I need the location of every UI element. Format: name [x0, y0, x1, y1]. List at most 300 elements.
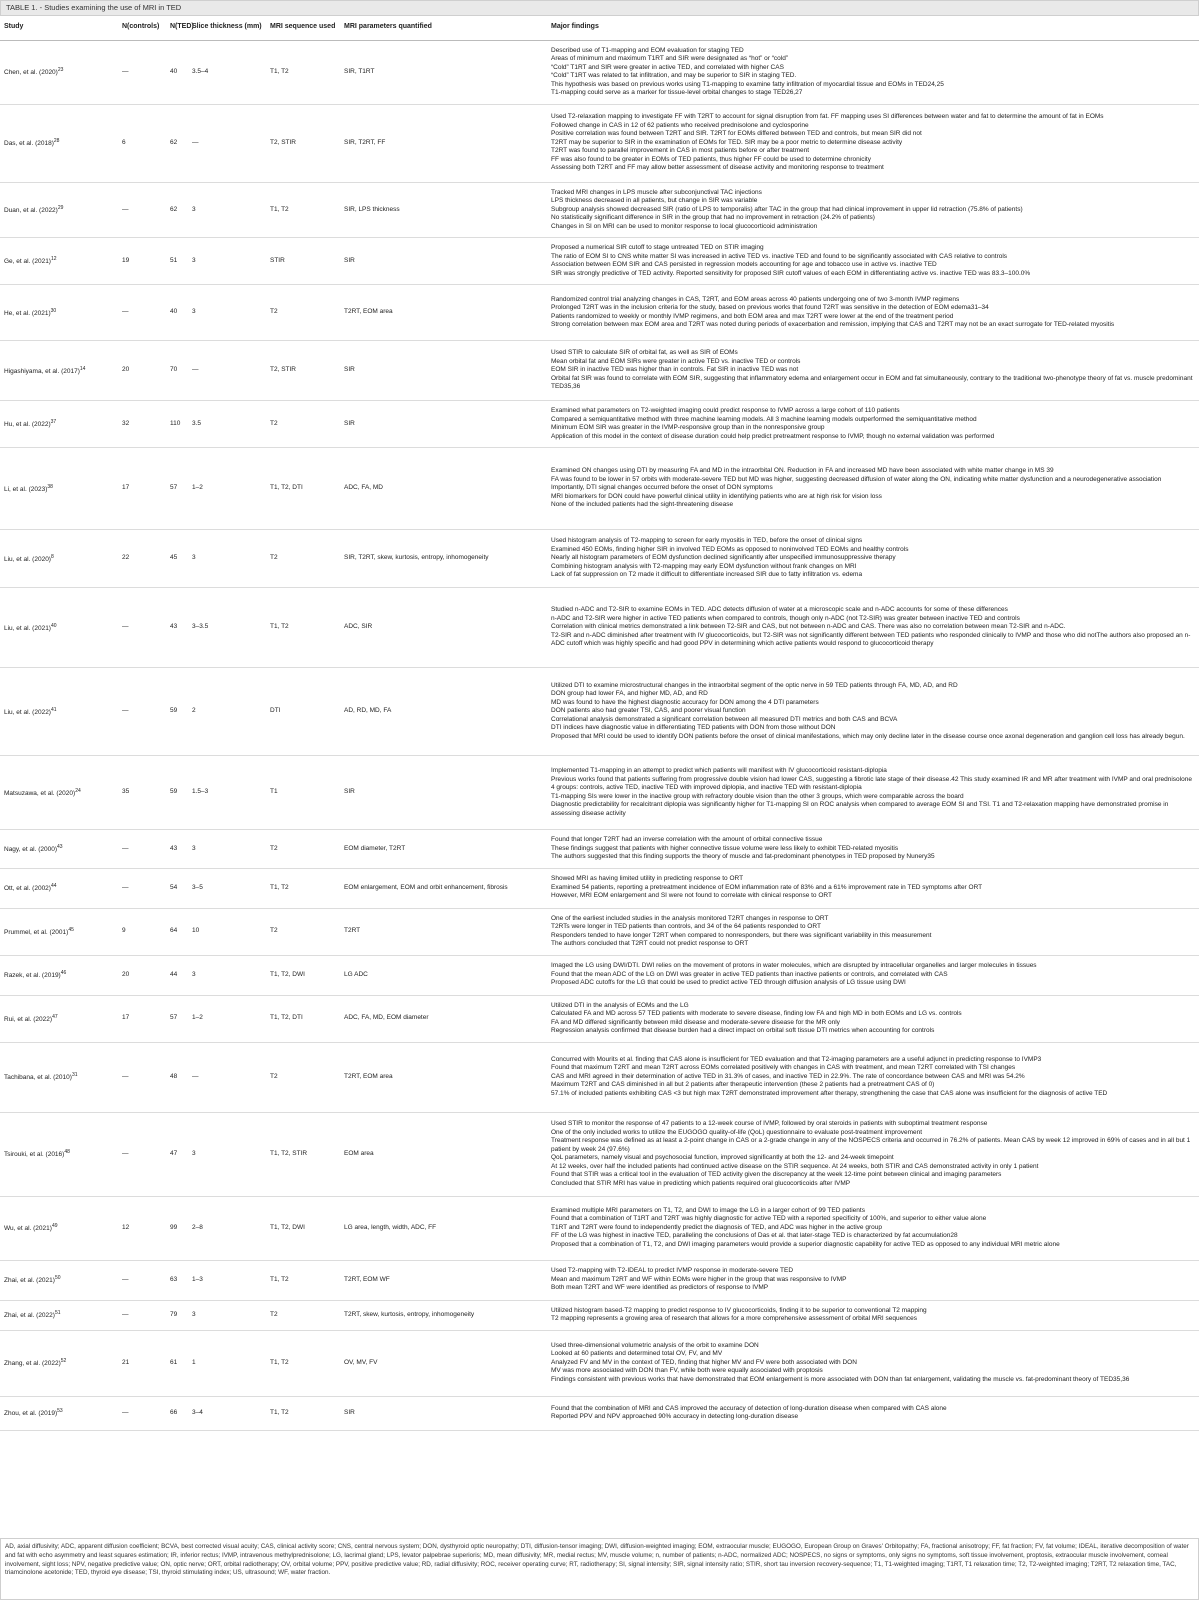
finding-line: Both mean T2RT and WF were identified as predictors of response to IVMP	[551, 1284, 769, 1292]
study-name: Razek, et al. (2019)	[4, 972, 61, 980]
cell-ted: 43	[166, 830, 188, 869]
finding-line: Strong correlation between max EOM area and T2RT was noted during periods of exacerbation and remission, implying that CAS and T2RT may not be an exact surrogate for TED-related myositis	[551, 321, 1115, 328]
finding-line: These findings suggest that patients with higher connective tissue volume were less likely to exhibit TED-related myositis	[551, 844, 899, 852]
finding-line: Proposed ADC cutoffs for the LG that could be used to predict active TED through diffusion analysis of LG tissue using DWI	[551, 979, 906, 987]
finding-line: MV was more associated with DON than FV, while both were equally associated with proptosis	[551, 1367, 823, 1375]
cell-sequence: DTI	[266, 668, 340, 756]
cell-findings	[547, 182, 1199, 238]
cell-controls: —	[118, 668, 166, 756]
finding-line: T2 mapping represents a growing area of research that allows for a more comprehensive assessment of orbital MRI sequences	[551, 1315, 917, 1322]
cell-controls: 12	[118, 1196, 166, 1260]
cell-params: SIR	[340, 341, 547, 401]
cell-sequence: T2, STIR	[266, 104, 340, 182]
cell-findings	[547, 830, 1199, 869]
studies-table	[0, 18, 1199, 1431]
study-reference: 14	[79, 365, 86, 372]
finding-line: Subgroup analysis showed decreased SIR (ratio of LPS to temporalis) after TAC in the group that had clinical improvement in upper lid retraction (75.8% of patients)	[551, 205, 1023, 213]
finding-line: Patients randomized to weekly or monthly IVMP regimens, and both EOM area and max T2RT were lower at the end of the treatment period	[551, 312, 954, 320]
cell-findings	[547, 1196, 1199, 1260]
cell-study	[0, 908, 118, 955]
study-reference: 31	[71, 1072, 78, 1079]
cell-ted: 54	[166, 868, 188, 908]
table-row	[0, 830, 1199, 869]
cell-ted: 47	[166, 1112, 188, 1196]
finding-line: Imaged the LG using DWI/DTI. DWI relies on the movement of protons in water molecules, which are disrupted by intracellular organelles and larger molecules in tissues	[551, 962, 1037, 970]
cell-slice: 3	[188, 285, 266, 341]
finding-line: FF was also found to be greater in EOMs of TED patients, thus higher FF could be used to determine chronicity	[551, 155, 871, 163]
finding-line: T2RTs were longer in TED patients than controls, and 34 of the 64 patients responded to ORT	[551, 923, 821, 930]
cell-ted: 43	[166, 588, 188, 668]
finding-line: Utilized DTI to examine microstructural changes in the intraorbital segment of the optic nerve in 59 TED patients through FA, MD, AD, and RD	[551, 681, 958, 689]
study-name: Ott, et al. (2002)	[4, 885, 51, 893]
cell-controls: —	[118, 868, 166, 908]
cell-ted: 62	[166, 182, 188, 238]
cell-study	[0, 588, 118, 668]
finding-line: FA and MD differed significantly between mild disease and moderate-severe disease for the MR only	[551, 1018, 840, 1026]
cell-controls: —	[118, 1112, 166, 1196]
header-sequence: MRI sequence used	[266, 18, 340, 40]
table-row	[0, 1260, 1199, 1300]
cell-findings	[547, 104, 1199, 182]
cell-sequence: T2	[266, 530, 340, 588]
cell-ted: 44	[166, 955, 188, 995]
table-row	[0, 1112, 1199, 1196]
cell-slice: 1–2	[188, 995, 266, 1042]
cell-ted: 40	[166, 285, 188, 341]
finding-line: The authors suggested that this finding supports the theory of muscle and fat-predominant phenotypes in TED proposed by Nunery35	[551, 853, 935, 860]
cell-slice: 2–8	[188, 1196, 266, 1260]
cell-findings	[547, 955, 1199, 995]
table-caption: TABLE 1. - Studies examining the use of MRI in TED	[0, 0, 1199, 16]
cell-params: T2RT, EOM WF	[340, 1260, 547, 1300]
finding-line: Correlation with clinical metrics demonstrated a link between T2-SIR and CAS, but not between n-ADC and CAS. There was also no correlation between mean T2-SIR and n-ADC.	[551, 623, 1066, 631]
study-reference: 51	[54, 1310, 61, 1317]
finding-line: DON patients also had greater TSI, CAS, and poorer visual function	[551, 707, 746, 715]
cell-ted: 63	[166, 1260, 188, 1300]
study-reference: 8	[50, 553, 54, 560]
cell-slice: 3	[188, 530, 266, 588]
cell-study	[0, 1112, 118, 1196]
study-reference: 53	[57, 1408, 63, 1415]
finding-line: Examined multiple MRI parameters on T1, T2, and DWI to image the LG in a larger cohort of 99 TED patients	[551, 1206, 865, 1214]
table-row	[0, 448, 1199, 530]
cell-params: EOM enlargement, EOM and orbit enhancement, fibrosis	[340, 868, 547, 908]
finding-line: One of the earliest included studies in the analysis monitored T2RT changes in response to ORT	[551, 914, 829, 922]
finding-line: Nearly all histogram parameters of EOM dysfunction declined significantly after unspecified immunosuppressive therapy	[551, 554, 896, 562]
cell-sequence: STIR	[266, 238, 340, 285]
cell-sequence: T2	[266, 285, 340, 341]
finding-line: Compared a semiquantitative method with three machine learning models. All 3 machine learning models outperformed the semiquantitative method	[551, 415, 977, 423]
table-row	[0, 401, 1199, 448]
table-body	[0, 40, 1199, 1430]
finding-line: Found that the mean ADC of the LG on DWI was greater in active TED patients than inactive patients or controls, and correlated with CAS	[551, 970, 948, 978]
cell-slice: 3–5	[188, 868, 266, 908]
header-params: MRI parameters quantified	[340, 18, 547, 40]
cell-study	[0, 1196, 118, 1260]
finding-line: LPS thickness decreased in all patients, but change in SIR was variable	[551, 197, 758, 204]
finding-line: However, MRI EOM enlargement and SI were not found to correlate with clinical response to ORT	[551, 892, 832, 900]
study-reference: 49	[51, 1223, 58, 1230]
table-row	[0, 1330, 1199, 1396]
cell-ted: 110	[166, 401, 188, 448]
study-name: Hu, et al. (2022)	[4, 421, 51, 429]
cell-slice: 3.5–4	[188, 40, 266, 104]
cell-controls: 17	[118, 995, 166, 1042]
table-row	[0, 868, 1199, 908]
cell-findings	[547, 756, 1199, 830]
cell-controls: —	[118, 285, 166, 341]
finding-line: Described use of T1-mapping and EOM evaluation for staging TED	[551, 46, 744, 54]
study-name: Higashiyama, et al. (2017)	[4, 367, 80, 375]
cell-study	[0, 1330, 118, 1396]
finding-line: Association between EOM SIR and CAS persisted in regression models accounting for age and tobacco use in active vs. inactive TED	[551, 261, 937, 268]
cell-study	[0, 1396, 118, 1430]
finding-line: Used three-dimensional volumetric analysis of the orbit to examine DON	[551, 1341, 759, 1349]
cell-controls: 9	[118, 908, 166, 955]
finding-line: Findings consistent with previous works that have demonstrated that EOM enlargement is more associated with DON than fat enlargement, validating the muscle vs. fat-predominant theory of TED35,36	[551, 1375, 1130, 1383]
cell-slice: —	[188, 1042, 266, 1112]
finding-line: No statistically significant difference in SIR in the group that had no improvement in retraction (24.2% of patients)	[551, 214, 875, 221]
study-reference: 12	[50, 256, 57, 263]
study-name: Duan, et al. (2022)	[4, 207, 58, 215]
cell-sequence: T1, T2	[266, 1396, 340, 1430]
study-name: Nagy, et al. (2000)	[4, 846, 57, 854]
cell-findings	[547, 238, 1199, 285]
finding-line: “Cold” T1RT and SIR were greater in active TED, and correlated with higher CAS	[551, 63, 784, 71]
finding-line: T2RT may be superior to SIR in the examination of EOMs for TED. SIR may be a poor metric to determine disease activity	[551, 138, 903, 146]
finding-line: Mean orbital fat and EOM SIRs were greater in active TED vs. inactive TED or controls	[551, 357, 801, 365]
finding-line: Calculated FA and MD across 57 TED patients with moderate to severe disease, finding low FA and high MD in both EOMs and LG vs. controls	[551, 1010, 962, 1017]
finding-line: EOM SIR in inactive TED was higher than in controls. Fat SIR in inactive TED was not	[551, 366, 799, 374]
study-reference: 40	[50, 622, 57, 629]
cell-findings	[547, 1300, 1199, 1330]
study-name: Liu, et al. (2020)	[4, 555, 51, 563]
cell-study	[0, 756, 118, 830]
cell-study	[0, 530, 118, 588]
cell-sequence: T2	[266, 908, 340, 955]
table-row	[0, 40, 1199, 104]
cell-slice: 3.5	[188, 401, 266, 448]
cell-study	[0, 830, 118, 869]
finding-line: Assessing both T2RT and FF may allow better assessment of disease activity and monitoring response to treatment	[551, 164, 884, 172]
table-row	[0, 995, 1199, 1042]
cell-ted: 64	[166, 908, 188, 955]
study-reference: 45	[68, 926, 74, 933]
study-reference: 47	[52, 1013, 58, 1020]
cell-study	[0, 868, 118, 908]
table-row	[0, 1300, 1199, 1330]
cell-findings	[547, 1396, 1199, 1430]
cell-controls: —	[118, 830, 166, 869]
finding-line: Prolonged T2RT was in the inclusion criteria for the study, based on previous works that found T2RT was sensitive in the detection of EOM edema31–34	[551, 304, 989, 311]
cell-sequence: T1, T2, STIR	[266, 1112, 340, 1196]
cell-params: LG area, length, width, ADC, FF	[340, 1196, 547, 1260]
cell-params: OV, MV, FV	[340, 1330, 547, 1396]
cell-findings	[547, 1112, 1199, 1196]
table-row	[0, 104, 1199, 182]
finding-line: Application of this model in the context of disease duration could help predict pretreatment response to IVMP, though no external validation was performed	[551, 432, 995, 440]
cell-findings	[547, 40, 1199, 104]
study-reference: 29	[57, 204, 64, 211]
finding-line: MD was found to have the highest diagnostic accuracy for DON among the 4 DTI parameters	[551, 698, 819, 706]
finding-line: Used STIR to monitor the response of 47 patients to a 12-week course of IVMP, followed by oral steroids in patients with suboptimal treatment response	[551, 1120, 988, 1127]
cell-findings	[547, 285, 1199, 341]
study-reference: 28	[53, 138, 60, 145]
finding-line: Used T2-mapping with T2-IDEAL to predict IVMP response in moderate-severe TED	[551, 1267, 794, 1275]
cell-controls: 21	[118, 1330, 166, 1396]
finding-line: Diagnostic predictability for recalcitrant diplopia was significantly higher for T1-mapping SI on ROC analysis when compared to average EOM SI and TSI. T1 and T2-relaxation mapping have demonstrated promise in assessing disease activity	[551, 801, 1169, 817]
finding-line: Minimum EOM SIR was greater in the IVMP-responsive group than in the nonresponsive group	[551, 424, 825, 431]
finding-line: Utilized DTI in the analysis of EOMs and the LG	[551, 1001, 689, 1009]
finding-line: Reported PPV and NPV approached 90% accuracy in detecting long-duration disease	[551, 1413, 799, 1420]
finding-line: Found that maximum T2RT and mean T2RT across EOMs correlated positively with changes in CAS with treatment, and mean T2RT correlated with TSI changes	[551, 1064, 1016, 1072]
finding-line: 57.1% of included patients exhibiting CAS <3 but high max T2RT demonstrated improvement after therapy, strengthening the case that CAS alone was insufficient for the diagnosis of active TED	[551, 1089, 1108, 1097]
finding-line: Examined ON changes using DTI by measuring FA and MD in the intraorbital ON. Reduction in FA and increased MD have been associated with white matter change in MS 39	[551, 467, 1054, 475]
finding-line: Examined 54 patients, reporting a pretreatment incidence of EOM inflammation rate of 83% and a 61% improvement rate in TED symptoms after ORT	[551, 883, 983, 891]
cell-sequence: T2	[266, 830, 340, 869]
cell-sequence: T2	[266, 1042, 340, 1112]
finding-line: Regression analysis confirmed that disease burden had a direct impact on orbital soft tissue DTI metrics when accounting for controls	[551, 1027, 935, 1034]
finding-line: Proposed that a combination of T1, T2, and DWI imaging parameters would provide a superior diagnostic capability for active TED as opposed to any individual MRI metric alone	[551, 1240, 1060, 1248]
cell-slice: 3–3.5	[188, 588, 266, 668]
finding-line: Correlational analysis demonstrated a significant correlation between all measured DTI metrics and both CAS and BCVA	[551, 715, 898, 723]
cell-sequence: T1, T2, DWI	[266, 1196, 340, 1260]
finding-line: “Cold” T1RT was related to fat infiltration, and may be superior to SIR in staging TED.	[551, 72, 797, 79]
study-name: Liu, et al. (2022)	[4, 708, 51, 716]
cell-slice: 3	[188, 1112, 266, 1196]
finding-line: Proposed that MRI could be used to identify DON patients before the onset of clinical manifestations, which may only decline later in the disease course once axonal degeneration and ganglion cell loss has already begun.	[551, 732, 1185, 740]
finding-line: The authors concluded that T2RT could not predict response to ORT	[551, 940, 749, 947]
study-name: Rui, et al. (2022)	[4, 1015, 53, 1023]
cell-sequence: T1, T2	[266, 182, 340, 238]
study-name: Chen, et al. (2020)	[4, 69, 58, 77]
cell-sequence: T1, T2	[266, 40, 340, 104]
cell-ted: 57	[166, 448, 188, 530]
finding-line: This hypothesis was based on previous works using T1-mapping to examine fatty infiltration of myocardial tissue and EOMs in TED24,25	[551, 80, 944, 88]
finding-line: The ratio of EOM SI to CNS white matter SI was increased in active TED vs. inactive TED and found to be significantly associated with CAS relative to controls	[551, 252, 1008, 260]
cell-findings	[547, 401, 1199, 448]
cell-sequence: T2	[266, 1300, 340, 1330]
finding-line: n-ADC and T2-SIR were higher in active TED patients when compared to controls, though only n-ADC (not T2-SIR) was greater between inactive TED and controls	[551, 614, 1020, 622]
cell-study	[0, 995, 118, 1042]
cell-study	[0, 182, 118, 238]
cell-study	[0, 1260, 118, 1300]
finding-line: Utilized histogram based-T2 mapping to predict response to IV glucocorticoids, finding it to be superior to conventional T2 mapping	[551, 1306, 927, 1314]
cell-findings	[547, 1042, 1199, 1112]
table-row	[0, 955, 1199, 995]
table-row	[0, 530, 1199, 588]
finding-line: CAS and MRI agreed in their determination of active TED in 31.3% of cases, and inactive TED in 22.9%. The rate of concordance between CAS and MRI was 54.2%	[551, 1072, 1025, 1080]
study-reference: 44	[50, 883, 57, 890]
cell-findings	[547, 1330, 1199, 1396]
study-reference: 43	[57, 843, 63, 850]
cell-findings	[547, 448, 1199, 530]
table-row	[0, 756, 1199, 830]
finding-line: Found that the combination of MRI and CAS improved the accuracy of detection of long-duration disease when compared with CAS alone	[551, 1404, 947, 1412]
cell-ted: 61	[166, 1330, 188, 1396]
cell-controls: 32	[118, 401, 166, 448]
finding-line: QoL parameters, namely visual and psychosocial function, improved significantly at both the 12- and 24-week timepoint	[551, 1154, 894, 1161]
finding-line: Showed MRI as having limited utility in predicting response to ORT	[551, 875, 744, 883]
finding-line: None of the included patients had the sight-threatening disease	[551, 501, 734, 509]
study-name: Liu, et al. (2021)	[4, 624, 51, 632]
finding-line: FA was found to be lower in 57 orbits with moderate-severe TED but MD was higher, suggesting decreased diffusion of water along the ON, indicating white matter dysfunction and a neurodegenerative association	[551, 475, 1162, 483]
finding-line: Used histogram analysis of T2-mapping to screen for early myositis in TED, before the onset of clinical signs	[551, 537, 863, 545]
finding-line: Analyzed FV and MV in the context of TED, finding that higher MV and FV were both associated with DON	[551, 1358, 857, 1366]
finding-line: Maximum T2RT and CAS diminished in all but 2 patients after therapeutic intervention (these 2 patients had a pretreatment CAS of 0)	[551, 1081, 935, 1089]
cell-study	[0, 104, 118, 182]
finding-line: 4 groups: controls, active TED, inactive TED with improved diplopia, and inactive TED with resistant-diplopia	[551, 784, 862, 791]
cell-slice: 1–3	[188, 1260, 266, 1300]
cell-params: T2RT, skew, kurtosis, entropy, inhomogeneity	[340, 1300, 547, 1330]
cell-params: ADC, SIR	[340, 588, 547, 668]
cell-slice: 3	[188, 1300, 266, 1330]
finding-line: Looked at 60 patients and determined total OV, FV, and MV	[551, 1350, 723, 1358]
finding-line: Changes in SI on MRI can be used to monitor response to local glucocorticoid administration	[551, 222, 818, 230]
cell-controls: 35	[118, 756, 166, 830]
cell-study	[0, 285, 118, 341]
cell-study	[0, 1042, 118, 1112]
finding-line: T1-mapping could serve as a marker for tissue-level orbital changes to stage TED26,27	[551, 89, 803, 96]
cell-slice: 3	[188, 830, 266, 869]
table-row	[0, 182, 1199, 238]
finding-line: Concurred with Mourits et al. finding that CAS alone is insufficient for TED evaluation and that T2-imaging parameters are a useful adjunct in predicting response to IVMP3	[551, 1055, 1042, 1063]
finding-line: Examined what parameters on T2-weighted imaging could predict response to IVMP across a large cohort of 110 patients	[551, 407, 900, 414]
cell-findings	[547, 868, 1199, 908]
cell-controls: —	[118, 588, 166, 668]
cell-controls: 17	[118, 448, 166, 530]
finding-line: Randomized control trial analyzing changes in CAS, T2RT, and EOM areas across 40 patients undergoing one of two 3-month IVMP regimens	[551, 295, 960, 303]
table-row	[0, 238, 1199, 285]
cell-controls: —	[118, 1300, 166, 1330]
cell-params: ADC, FA, MD, EOM diameter	[340, 995, 547, 1042]
table-row	[0, 1042, 1199, 1112]
cell-params: EOM diameter, T2RT	[340, 830, 547, 869]
cell-ted: 62	[166, 104, 188, 182]
finding-line: Previous works found that patients suffering from progressive double vision had lower CAS, suggesting a fibrotic late stage of their disease.42 This study examined IR and MR after treatment with IVMP and oral prednisolone	[551, 775, 1192, 783]
cell-params: T2RT	[340, 908, 547, 955]
cell-ted: 59	[166, 756, 188, 830]
cell-params: T2RT, EOM area	[340, 1042, 547, 1112]
cell-controls: 6	[118, 104, 166, 182]
cell-controls: —	[118, 40, 166, 104]
study-reference: 46	[60, 970, 67, 977]
cell-slice: 3–4	[188, 1396, 266, 1430]
finding-line: T2RT was found to parallel improvement in CAS in most patients before or after treatment	[551, 147, 810, 155]
cell-findings	[547, 668, 1199, 756]
study-name: Tsirouki, et al. (2016)	[4, 1151, 65, 1159]
cell-controls: 20	[118, 341, 166, 401]
finding-line: Followed change in CAS in 12 of 62 patients who received prednisolone and cyclosporine	[551, 121, 809, 129]
cell-study	[0, 955, 118, 995]
study-name: Zhai, et al. (2021)	[4, 1277, 55, 1285]
cell-controls: 19	[118, 238, 166, 285]
finding-line: Importantly, DTI signal changes occurred before the onset of DON symptoms	[551, 484, 773, 492]
finding-line: Studied n-ADC and T2-SIR to examine EOMs in TED. ADC detects diffusion of water at a microscopic scale and n-ADC accounts for some of these differences	[551, 606, 1008, 614]
finding-line: T2-SIR and n-ADC diminished after treatment with IV glucocorticoids, but T2-SIR was not significantly different between TED patients who responded clinically to IVMP and those who did notThe authors also proposed an n-ADC cutoff which was highly specific and had good PPV in determining which active patients would respond to glucocorticoid therapy	[551, 631, 1191, 648]
cell-slice: —	[188, 104, 266, 182]
table-row	[0, 341, 1199, 401]
abbreviations-footnote: AD, axial diffusivity; ADC, apparent diffusion coefficient; BCVA, best corrected visual acuity; CAS, clinical activity score; CNS, central nervous system; DON, dysthyroid optic neuropathy; DTI, diffusion-tensor imaging; DWI, diffusion-weighted imaging; EOM, extraocular muscle; EUGOGO, European Group on Graves' Orbitopathy; FA, fractional anisotropy; FF, fat fraction; FV, fat volume; IDEAL, iterative decomposition of water and fat with echo asymmetry and least squares estimation; IR, inferior rectus; IVMP, intravenous methylprednisolone; LG, lacrimal gland; LPS, levator palpebrae superioris; MD, mean diffusivity; MR, medial rectus; MV, muscle volume; n, number of patients; n-ADC, normalized ADC; NOSPECS, no signs or symptoms, only signs no symptoms, soft tissue involvement, proptosis, extraocular muscle involvement, corneal involvement, sight loss; NPV, negative predictive value; ON, optic nerve; ORT, orbital radiotherapy; OV, orbital volume; PPV, positive predictive value; RD, radial diffusivity; ROC, receiver operating curve; RT, radiotherapy; SI, signal intensity; SIR, signal intensity ratio; STIR, short tau inversion recovery-sequence; T1, T1-weighted imaging; T1RT, T1 relaxation time; T2, T2-weighted imaging; T2RT, T2 relaxation time, TAC, triamcinolone acetonide; TED, thyroid eye disease; TSI, thyroid stimulating index; US, ultrasound; WF, water fraction.	[0, 1538, 1199, 1600]
finding-line: T1RT and T2RT were found to independently predict the diagnosis of TED, and ADC was higher in the active group	[551, 1223, 882, 1231]
finding-line: Responders tended to have longer T2RT when compared to nonresponders, but there was significant variability in this measurement	[551, 931, 932, 939]
finding-line: Areas of minimum and maximum T1RT and SIR were designated as “hot” or “cold”	[551, 55, 788, 62]
cell-slice: 1–2	[188, 448, 266, 530]
header-study: Study	[0, 18, 118, 40]
cell-params: SIR	[340, 1396, 547, 1430]
cell-slice: 3	[188, 955, 266, 995]
table-row	[0, 588, 1199, 668]
finding-line: At 12 weeks, over half the included patients had continued active disease on the STIR sequence. At 24 weeks, both STIR and CAS demonstrated activity in only 1 patient	[551, 1162, 1039, 1170]
study-reference: 48	[64, 1149, 70, 1156]
cell-sequence: T1, T2	[266, 868, 340, 908]
study-name: Prummel, et al. (2001)	[4, 928, 69, 936]
finding-line: Found that STIR was a critical tool in the evaluation of TED activity given the discrepancy at the week 12-time point between clinical and imaging parameters	[551, 1171, 1002, 1178]
cell-params: SIR	[340, 756, 547, 830]
finding-line: Combining histogram analysis with T2-mapping may early EOM dysfunction without frank changes on MRI	[551, 562, 857, 570]
cell-study	[0, 1300, 118, 1330]
study-name: Matsuzawa, et al. (2020)	[4, 789, 76, 797]
cell-slice: 3	[188, 182, 266, 238]
study-name: Das, et al. (2018)	[4, 140, 54, 148]
study-name: Zhang, et al. (2022)	[4, 1360, 61, 1368]
cell-ted: 66	[166, 1396, 188, 1430]
cell-findings	[547, 908, 1199, 955]
table-row	[0, 1196, 1199, 1260]
header-row	[0, 18, 1199, 40]
finding-line: FF of the LG was highest in inactive TED, paralleling the conclusions of Das et al. that later-stage TED is characterized by fat accumulation28	[551, 1232, 958, 1240]
finding-line: SIR was strongly predictive of TED activity. Reported sensitivity for proposed SIR cutoff values of each EOM in differentiating active vs. inactive TED was 83.3–100.0%	[551, 269, 1031, 277]
cell-ted: 45	[166, 530, 188, 588]
cell-params: EOM area	[340, 1112, 547, 1196]
cell-ted: 59	[166, 668, 188, 756]
finding-line: T1-mapping SIs were lower in the inactive group with refractory double vision than the other 3 groups, which were comparable across the board	[551, 792, 964, 800]
cell-findings	[547, 1260, 1199, 1300]
study-name: Wu, et al. (2021)	[4, 1225, 52, 1233]
cell-study	[0, 40, 118, 104]
finding-line: Concluded that STIR MRI has value in predicting which patients required oral glucocorticoids after IVMP	[551, 1179, 851, 1187]
cell-slice: —	[188, 341, 266, 401]
header-slice: Slice thickness (mm)	[188, 18, 266, 40]
cell-sequence: T1, T2	[266, 1260, 340, 1300]
study-name: Tachibana, et al. (2010)	[4, 1074, 72, 1082]
cell-findings	[547, 530, 1199, 588]
finding-line: Treatment response was defined as at least a 2-point change in CAS or a 2-grade change in any of the NOSPECS criteria and occurred in 76.2% of patients. Mean CAS by week 12 improved in 69% of cases and in all but 1 patient by week 24 (97.6%)	[551, 1137, 1191, 1153]
cell-ted: 57	[166, 995, 188, 1042]
cell-params: T2RT, EOM area	[340, 285, 547, 341]
study-name: Zhai, et al. (2022)	[4, 1312, 55, 1320]
header-findings: Major findings	[547, 18, 1199, 40]
study-reference: 23	[57, 67, 64, 74]
study-reference: 38	[47, 483, 53, 490]
finding-line: DTI indices have diagnostic value in differentiating TED patients with DON from those without DON	[551, 724, 836, 732]
cell-findings	[547, 588, 1199, 668]
cell-controls: 20	[118, 955, 166, 995]
cell-params: SIR	[340, 401, 547, 448]
cell-controls: —	[118, 1042, 166, 1112]
table-row	[0, 908, 1199, 955]
finding-line: Orbital fat SIR was found to correlate with EOM SIR, suggesting that inflammatory edema and enlargement occur in EOM and fat simultaneously, contrary to the traditional two-phenotype theory of fat vs. muscle predominant TED35,36	[551, 374, 1193, 391]
finding-line: Used T2-relaxation mapping to investigate FF with T2RT to account for signal disruption from fat. FF mapping uses SI differences between water and fat to determine the amount of fat in EOMs	[551, 113, 1104, 121]
cell-sequence: T2	[266, 401, 340, 448]
cell-ted: 79	[166, 1300, 188, 1330]
finding-line: Lack of fat suppression on T2 made it difficult to differentiate increased SIR due to fatty infiltration vs. edema	[551, 571, 863, 579]
cell-study	[0, 448, 118, 530]
finding-line: Proposed a numerical SIR cutoff to stage untreated TED on STIR imaging	[551, 244, 764, 251]
cell-study	[0, 668, 118, 756]
cell-slice: 1.5–3	[188, 756, 266, 830]
study-name: Zhou, et al. (2019)	[4, 1410, 58, 1418]
